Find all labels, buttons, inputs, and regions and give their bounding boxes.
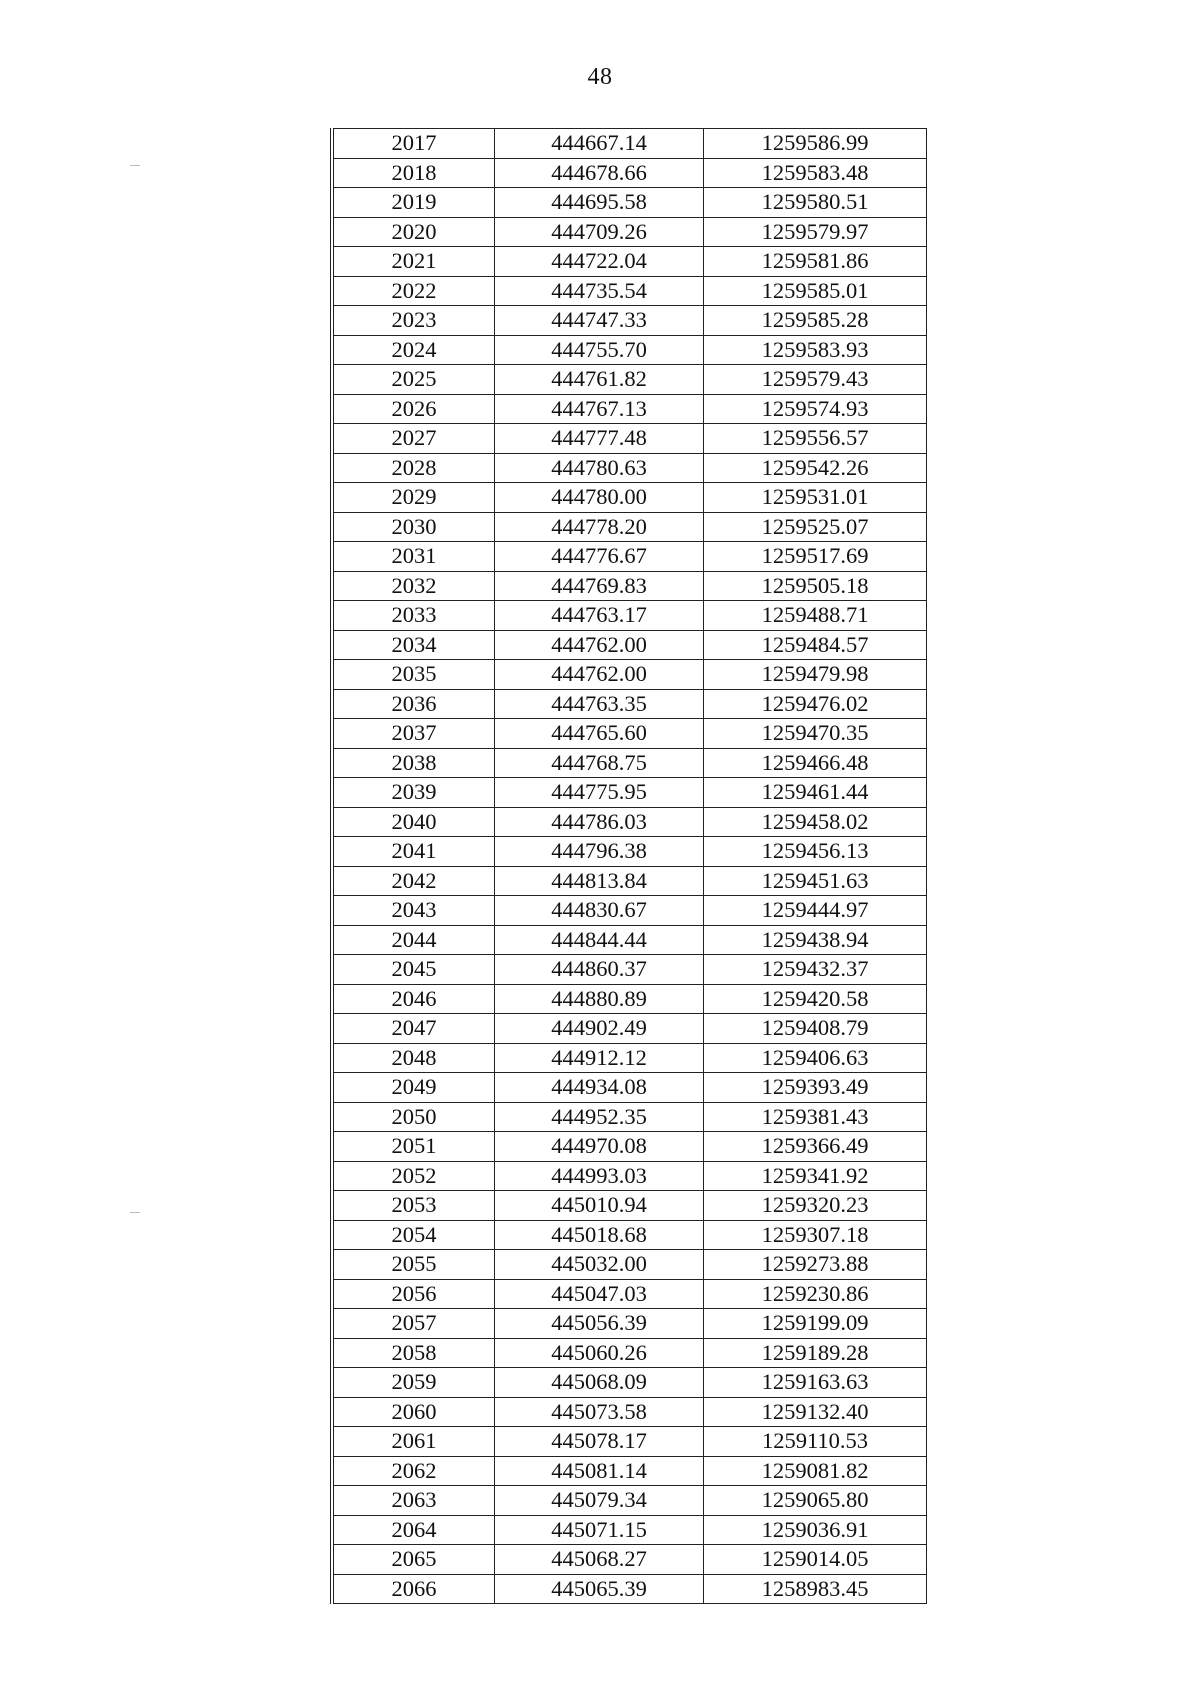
- y-coordinate-cell: 1259014.05: [704, 1545, 927, 1575]
- y-coordinate-cell: 1259505.18: [704, 571, 927, 601]
- x-coordinate-cell: 444777.48: [495, 424, 704, 454]
- y-coordinate-cell: 1259531.01: [704, 483, 927, 513]
- y-coordinate-cell: 1259458.02: [704, 807, 927, 837]
- y-coordinate-cell: 1259466.48: [704, 748, 927, 778]
- page-number: 48: [587, 64, 613, 90]
- table-row: [332, 1427, 927, 1457]
- y-coordinate-cell: 1259456.13: [704, 837, 927, 867]
- point-number-cell: 2023: [332, 306, 495, 336]
- x-coordinate-cell: 444722.04: [495, 247, 704, 277]
- point-number-cell: 2061: [332, 1427, 495, 1457]
- x-coordinate-cell: 444767.13: [495, 394, 704, 424]
- point-number-cell: 2060: [332, 1397, 495, 1427]
- y-coordinate-cell: 1259517.69: [704, 542, 927, 572]
- table-row: [332, 1161, 927, 1191]
- point-number-cell: 2032: [332, 571, 495, 601]
- table-row: [332, 365, 927, 395]
- point-number-cell: 2036: [332, 689, 495, 719]
- x-coordinate-cell: 445047.03: [495, 1279, 704, 1309]
- table-row: [332, 601, 927, 631]
- x-coordinate-cell: 444763.35: [495, 689, 704, 719]
- y-coordinate-cell: 1259307.18: [704, 1220, 927, 1250]
- table-row: [332, 984, 927, 1014]
- x-coordinate-cell: 445060.26: [495, 1338, 704, 1368]
- y-coordinate-cell: 1259586.99: [704, 129, 927, 159]
- table-row: [332, 719, 927, 749]
- x-coordinate-cell: 444761.82: [495, 365, 704, 395]
- table-row: [332, 1102, 927, 1132]
- table-row: [332, 1250, 927, 1280]
- y-coordinate-cell: 1259581.86: [704, 247, 927, 277]
- point-number-cell: 2055: [332, 1250, 495, 1280]
- table-row: [332, 217, 927, 247]
- point-number-cell: 2045: [332, 955, 495, 985]
- x-coordinate-cell: 444830.67: [495, 896, 704, 926]
- point-number-cell: 2065: [332, 1545, 495, 1575]
- y-coordinate-cell: 1259580.51: [704, 188, 927, 218]
- table-row: [332, 1191, 927, 1221]
- point-number-cell: 2043: [332, 896, 495, 926]
- table-row: [332, 1043, 927, 1073]
- y-coordinate-cell: 1259542.26: [704, 453, 927, 483]
- point-number-cell: 2048: [332, 1043, 495, 1073]
- table-row: [332, 807, 927, 837]
- table-row: [332, 158, 927, 188]
- x-coordinate-cell: 444952.35: [495, 1102, 704, 1132]
- x-coordinate-cell: 444970.08: [495, 1132, 704, 1162]
- table-row: [332, 778, 927, 808]
- table-row: [332, 542, 927, 572]
- table-row: [332, 1486, 927, 1516]
- y-coordinate-cell: 1259583.48: [704, 158, 927, 188]
- x-coordinate-cell: 444844.44: [495, 925, 704, 955]
- table-row: [332, 276, 927, 306]
- x-coordinate-cell: 445032.00: [495, 1250, 704, 1280]
- x-coordinate-cell: 444747.33: [495, 306, 704, 336]
- x-coordinate-cell: 444769.83: [495, 571, 704, 601]
- table-row: [332, 1014, 927, 1044]
- y-coordinate-cell: 1259341.92: [704, 1161, 927, 1191]
- y-coordinate-cell: 1258983.45: [704, 1574, 927, 1604]
- x-coordinate-cell: 444912.12: [495, 1043, 704, 1073]
- x-coordinate-cell: 444762.00: [495, 660, 704, 690]
- table-row: [332, 1397, 927, 1427]
- point-number-cell: 2051: [332, 1132, 495, 1162]
- x-coordinate-cell: 444780.00: [495, 483, 704, 513]
- y-coordinate-cell: 1259065.80: [704, 1486, 927, 1516]
- x-coordinate-cell: 444763.17: [495, 601, 704, 631]
- x-coordinate-cell: 444778.20: [495, 512, 704, 542]
- table-row: [332, 955, 927, 985]
- x-coordinate-cell: 444735.54: [495, 276, 704, 306]
- y-coordinate-cell: 1259132.40: [704, 1397, 927, 1427]
- x-coordinate-cell: 444813.84: [495, 866, 704, 896]
- x-coordinate-cell: 444765.60: [495, 719, 704, 749]
- point-number-cell: 2020: [332, 217, 495, 247]
- y-coordinate-cell: 1259393.49: [704, 1073, 927, 1103]
- y-coordinate-cell: 1259366.49: [704, 1132, 927, 1162]
- table-row: [332, 1456, 927, 1486]
- y-coordinate-cell: 1259579.97: [704, 217, 927, 247]
- x-coordinate-cell: 445010.94: [495, 1191, 704, 1221]
- x-coordinate-cell: 444993.03: [495, 1161, 704, 1191]
- y-coordinate-cell: 1259476.02: [704, 689, 927, 719]
- point-number-cell: 2046: [332, 984, 495, 1014]
- table-row: [332, 1220, 927, 1250]
- point-number-cell: 2059: [332, 1368, 495, 1398]
- point-number-cell: 2022: [332, 276, 495, 306]
- y-coordinate-cell: 1259461.44: [704, 778, 927, 808]
- point-number-cell: 2024: [332, 335, 495, 365]
- x-coordinate-cell: 445079.34: [495, 1486, 704, 1516]
- y-coordinate-cell: 1259583.93: [704, 335, 927, 365]
- table-row: [332, 660, 927, 690]
- table-row: [332, 129, 927, 159]
- y-coordinate-cell: 1259408.79: [704, 1014, 927, 1044]
- x-coordinate-cell: 445056.39: [495, 1309, 704, 1339]
- x-coordinate-cell: 444775.95: [495, 778, 704, 808]
- x-coordinate-cell: 444768.75: [495, 748, 704, 778]
- table-row: [332, 247, 927, 277]
- x-coordinate-cell: 444934.08: [495, 1073, 704, 1103]
- point-number-cell: 2029: [332, 483, 495, 513]
- table-row: [332, 1545, 927, 1575]
- x-coordinate-cell: 444678.66: [495, 158, 704, 188]
- table-row: [332, 1309, 927, 1339]
- y-coordinate-cell: 1259444.97: [704, 896, 927, 926]
- scan-mark-bottom: [130, 1212, 140, 1213]
- point-number-cell: 2030: [332, 512, 495, 542]
- table-row: [332, 748, 927, 778]
- point-number-cell: 2035: [332, 660, 495, 690]
- point-number-cell: 2038: [332, 748, 495, 778]
- table-row: [332, 1279, 927, 1309]
- table-row: [332, 483, 927, 513]
- y-coordinate-cell: 1259406.63: [704, 1043, 927, 1073]
- x-coordinate-cell: 444786.03: [495, 807, 704, 837]
- table-row: [332, 1073, 927, 1103]
- table-row: [332, 896, 927, 926]
- point-number-cell: 2039: [332, 778, 495, 808]
- table-row: [332, 866, 927, 896]
- table-row: [332, 571, 927, 601]
- y-coordinate-cell: 1259036.91: [704, 1515, 927, 1545]
- point-number-cell: 2058: [332, 1338, 495, 1368]
- table-row: [332, 453, 927, 483]
- point-number-cell: 2037: [332, 719, 495, 749]
- point-number-cell: 2040: [332, 807, 495, 837]
- x-coordinate-cell: 444780.63: [495, 453, 704, 483]
- point-number-cell: 2031: [332, 542, 495, 572]
- table-row: [332, 335, 927, 365]
- point-number-cell: 2033: [332, 601, 495, 631]
- y-coordinate-cell: 1259585.28: [704, 306, 927, 336]
- y-coordinate-cell: 1259189.28: [704, 1338, 927, 1368]
- x-coordinate-cell: 444796.38: [495, 837, 704, 867]
- point-number-cell: 2042: [332, 866, 495, 896]
- table-row: [332, 925, 927, 955]
- point-number-cell: 2044: [332, 925, 495, 955]
- y-coordinate-cell: 1259432.37: [704, 955, 927, 985]
- table-row: [332, 630, 927, 660]
- point-number-cell: 2034: [332, 630, 495, 660]
- point-number-cell: 2019: [332, 188, 495, 218]
- x-coordinate-cell: 445078.17: [495, 1427, 704, 1457]
- table-row: [332, 1338, 927, 1368]
- x-coordinate-cell: 444776.67: [495, 542, 704, 572]
- point-number-cell: 2041: [332, 837, 495, 867]
- y-coordinate-cell: 1259479.98: [704, 660, 927, 690]
- y-coordinate-cell: 1259381.43: [704, 1102, 927, 1132]
- table-row: [332, 424, 927, 454]
- y-coordinate-cell: 1259585.01: [704, 276, 927, 306]
- x-coordinate-cell: 445068.27: [495, 1545, 704, 1575]
- point-number-cell: 2063: [332, 1486, 495, 1516]
- point-number-cell: 2026: [332, 394, 495, 424]
- table-row: [332, 306, 927, 336]
- table-row: [332, 1515, 927, 1545]
- x-coordinate-cell: 445081.14: [495, 1456, 704, 1486]
- coordinates-table-body: [332, 129, 927, 1604]
- y-coordinate-cell: 1259556.57: [704, 424, 927, 454]
- x-coordinate-cell: 445073.58: [495, 1397, 704, 1427]
- x-coordinate-cell: 444755.70: [495, 335, 704, 365]
- y-coordinate-cell: 1259081.82: [704, 1456, 927, 1486]
- point-number-cell: 2025: [332, 365, 495, 395]
- table-row: [332, 188, 927, 218]
- point-number-cell: 2050: [332, 1102, 495, 1132]
- point-number-cell: 2054: [332, 1220, 495, 1250]
- point-number-cell: 2057: [332, 1309, 495, 1339]
- x-coordinate-cell: 444880.89: [495, 984, 704, 1014]
- y-coordinate-cell: 1259470.35: [704, 719, 927, 749]
- x-coordinate-cell: 445065.39: [495, 1574, 704, 1604]
- coordinates-table: [330, 128, 927, 1604]
- table-row: [332, 512, 927, 542]
- y-coordinate-cell: 1259574.93: [704, 394, 927, 424]
- point-number-cell: 2027: [332, 424, 495, 454]
- table-row: [332, 837, 927, 867]
- x-coordinate-cell: 445068.09: [495, 1368, 704, 1398]
- point-number-cell: 2053: [332, 1191, 495, 1221]
- y-coordinate-cell: 1259273.88: [704, 1250, 927, 1280]
- point-number-cell: 2047: [332, 1014, 495, 1044]
- table-row: [332, 1574, 927, 1604]
- x-coordinate-cell: 444860.37: [495, 955, 704, 985]
- point-number-cell: 2049: [332, 1073, 495, 1103]
- x-coordinate-cell: 444709.26: [495, 217, 704, 247]
- point-number-cell: 2056: [332, 1279, 495, 1309]
- table-row: [332, 394, 927, 424]
- x-coordinate-cell: 444695.58: [495, 188, 704, 218]
- y-coordinate-cell: 1259420.58: [704, 984, 927, 1014]
- x-coordinate-cell: 444667.14: [495, 129, 704, 159]
- x-coordinate-cell: 444762.00: [495, 630, 704, 660]
- y-coordinate-cell: 1259451.63: [704, 866, 927, 896]
- y-coordinate-cell: 1259484.57: [704, 630, 927, 660]
- point-number-cell: 2017: [332, 129, 495, 159]
- point-number-cell: 2052: [332, 1161, 495, 1191]
- point-number-cell: 2064: [332, 1515, 495, 1545]
- table-row: [332, 689, 927, 719]
- scan-mark-top: [130, 165, 140, 166]
- y-coordinate-cell: 1259199.09: [704, 1309, 927, 1339]
- point-number-cell: 2062: [332, 1456, 495, 1486]
- x-coordinate-cell: 445071.15: [495, 1515, 704, 1545]
- x-coordinate-cell: 444902.49: [495, 1014, 704, 1044]
- point-number-cell: 2028: [332, 453, 495, 483]
- table-row: [332, 1132, 927, 1162]
- y-coordinate-cell: 1259230.86: [704, 1279, 927, 1309]
- y-coordinate-cell: 1259525.07: [704, 512, 927, 542]
- y-coordinate-cell: 1259438.94: [704, 925, 927, 955]
- point-number-cell: 2066: [332, 1574, 495, 1604]
- y-coordinate-cell: 1259488.71: [704, 601, 927, 631]
- y-coordinate-cell: 1259110.53: [704, 1427, 927, 1457]
- point-number-cell: 2021: [332, 247, 495, 277]
- y-coordinate-cell: 1259163.63: [704, 1368, 927, 1398]
- table-row: [332, 1368, 927, 1398]
- y-coordinate-cell: 1259579.43: [704, 365, 927, 395]
- y-coordinate-cell: 1259320.23: [704, 1191, 927, 1221]
- point-number-cell: 2018: [332, 158, 495, 188]
- x-coordinate-cell: 445018.68: [495, 1220, 704, 1250]
